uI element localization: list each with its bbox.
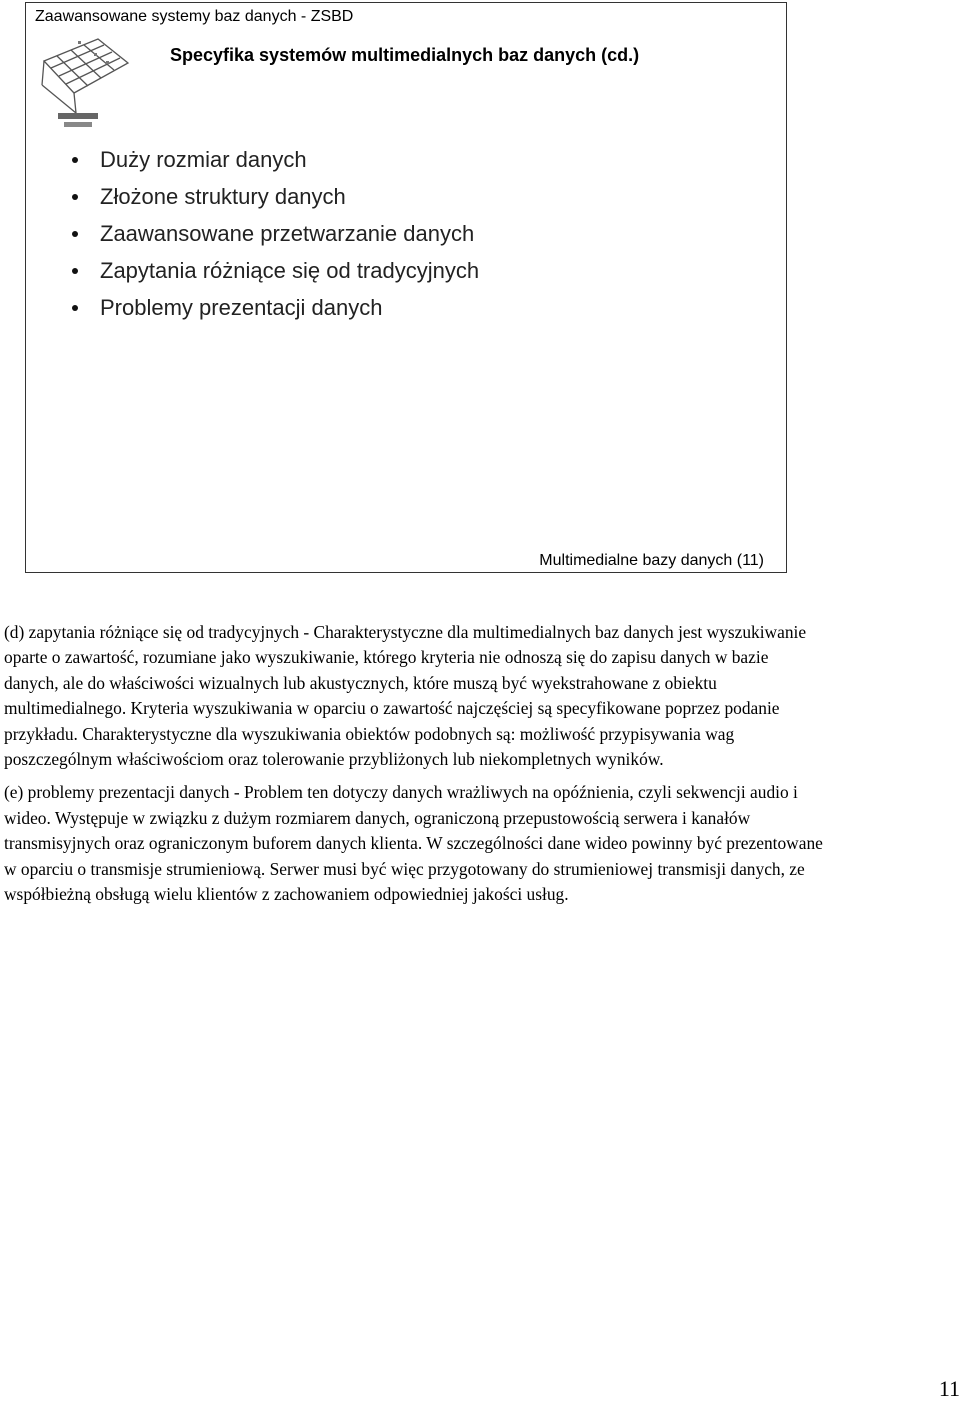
notes-paragraph-e: (e) problemy prezentacji danych - Problem ten dotyczy danych wrażliwych na opóźnienia, czyli sekwencji audio i wideo. Występuje w związku z dużym rozmiarem danych, ograniczoną przepustowością serwera i kanałów transmisyjnych oraz ograniczonym buforem danych klienta. W szczególności dane wideo powinny być prezentowane w oparciu o transmisje strumieniową. Serwer musi być więc przygotowany do strumieniowej transmisji danych, ze współbieżną obsługą wielu klientów z zachowaniem odpowiedniej jakości usług. <box>4 782 823 905</box>
bullet-text: Zaawansowane przetwarzanie danych <box>100 221 475 246</box>
list-item <box>72 289 479 326</box>
bullet-text: Duży rozmiar danych <box>100 147 307 172</box>
notes <box>4 620 824 915</box>
bullet-list <box>72 141 479 326</box>
bullet-text: Problemy prezentacji danych <box>100 295 383 320</box>
bullet-icon <box>72 305 78 311</box>
university-logo-icon <box>36 33 136 133</box>
page-number: 11 <box>938 1376 960 1401</box>
list-item <box>72 141 479 178</box>
list-item <box>72 215 479 252</box>
slide-title: Specyfika systemów multimedialnych baz danych (cd.) <box>170 45 640 65</box>
bullet-icon <box>72 231 78 237</box>
bullet-icon <box>72 268 78 274</box>
bullet-text: Złożone struktury danych <box>100 184 346 209</box>
slide-footer: Multimedialne bazy danych (11) <box>539 552 764 569</box>
bullet-icon <box>72 194 78 200</box>
notes-paragraph-d: (d) zapytania różniące się od tradycyjnych - Charakterystyczne dla multimedialnych baz danych jest wyszukiwanie oparte o zawartość, rozumiane jako wyszukiwanie, którego kryteria nie odnoszą się do zapisu danych w bazie danych, ale do właściwości wizualnych lub akustycznych, które muszą być wyekstrahowane z obiektu multimedialnego. Kryteria wyszukiwania w oparciu o zawartość najczęściej są specyfikowane poprzez podanie przykładu. Charakterystyczne dla wyszukiwania obiektów podobnych są: możliwość przypisywania wag poszczególnym właściwościom oraz tolerowanie przybliżonych lub niekompletnych wyników. <box>4 622 807 770</box>
slide <box>25 2 787 573</box>
list-item <box>72 252 479 289</box>
list-item <box>72 178 479 215</box>
course-title: Zaawansowane systemy baz danych - ZSBD <box>35 8 354 25</box>
bullet-icon <box>72 157 78 163</box>
bullet-text: Zapytania różniące się od tradycyjnych <box>100 258 480 283</box>
